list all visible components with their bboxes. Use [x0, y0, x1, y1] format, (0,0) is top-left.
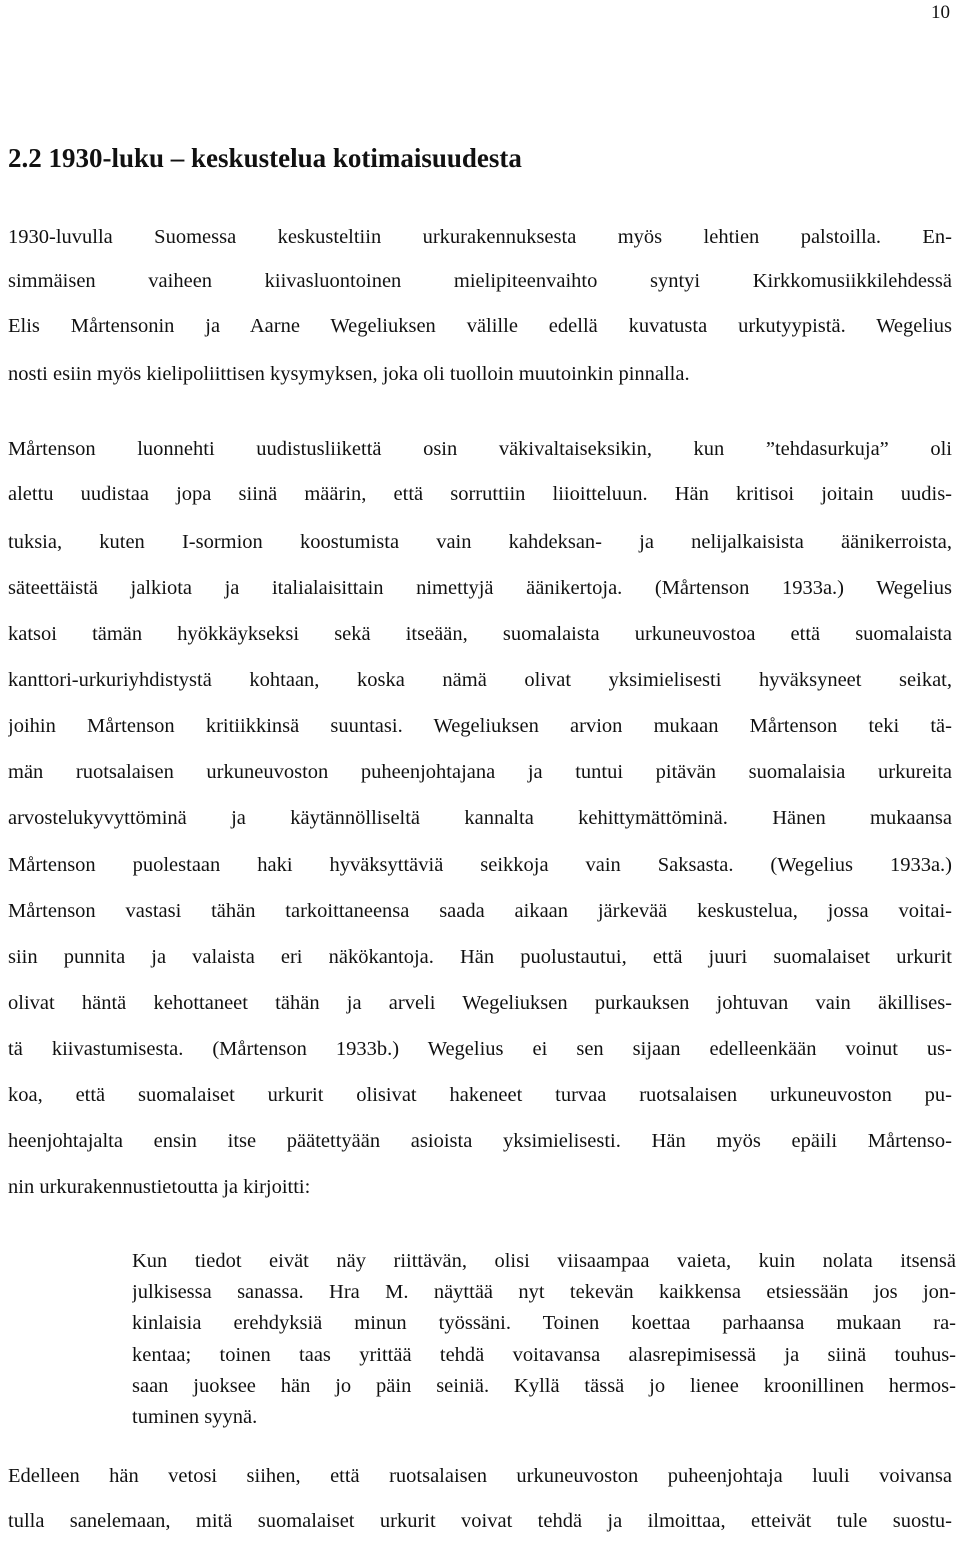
- text-line: Mårtenson vastasi tähän tarkoittaneensa saada aikaan järkevää keskustelua, jossa voitai-: [8, 900, 952, 922]
- quote-line: kinlaisia erehdyksiä minun työssäni. Toinen koettaa parhaansa mukaan ra-: [132, 1312, 956, 1334]
- text-line: heenjohtajalta ensin itse päätettyään asioista yksimielisesti. Hän myös epäili Mårtenso-: [8, 1130, 952, 1152]
- page-number: 10: [931, 2, 950, 23]
- text-line: säteettäistä jalkiota ja italialaisittain nimettyjä äänikertoja. (Mårtenson 1933a.) Wegelius: [8, 577, 952, 599]
- text-line: nin urkurakennustietoutta ja kirjoitti:: [8, 1176, 311, 1198]
- quote-line: julkisessa sanassa. Hra M. näyttää nyt tekevän kaikkensa etsiessään jos jon-: [132, 1281, 956, 1303]
- section-heading: 2.2 1930-luku – keskustelua kotimaisuudesta: [8, 143, 522, 173]
- text-line: Mårtenson luonnehti uudistusliikettä osin väkivaltaiseksikin, kun ”tehdasurkuja” oli: [8, 438, 952, 460]
- text-line: Mårtenson puolestaan haki hyväksyttäviä seikkoja vain Saksasta. (Wegelius 1933a.): [8, 854, 952, 876]
- text-line: tulla sanelemaan, mitä suomalaiset urkurit voivat tehdä ja ilmoittaa, etteivät tule suostu-: [8, 1510, 952, 1532]
- text-line: koa, että suomalaiset urkurit olisivat hakeneet turvaa ruotsalaisen urkuneuvoston pu-: [8, 1084, 952, 1106]
- text-line: arvostelukyvyttöminä ja käytännölliseltä kannalta kehittymättöminä. Hänen mukaansa: [8, 807, 952, 829]
- text-line: katsoi tämän hyökkäykseksi sekä itseään, suomalaista urkuneuvostoa että suomalaista: [8, 623, 952, 645]
- quote-line: saan juoksee hän jo päin seiniä. Kyllä tässä jo lienee kroonillinen hermos-: [132, 1375, 956, 1397]
- text-line: joihin Mårtenson kritiikkinsä suuntasi. Wegeliuksen arvion mukaan Mårtenson teki tä-: [8, 715, 952, 737]
- text-line: kanttori-urkuriyhdistystä kohtaan, koska nämä olivat yksimielisesti hyväksyneet seikat,: [8, 669, 952, 691]
- quote-line: Kun tiedot eivät näy riittävän, olisi viisaampaa vaieta, kuin nolata itsensä: [132, 1250, 956, 1272]
- quote-line: tuminen syynä.: [132, 1406, 258, 1428]
- text-line: män ruotsalaisen urkuneuvoston puheenjohtajana ja tuntui pitävän suomalaisia urkureita: [8, 761, 952, 783]
- text-line: Elis Mårtensonin ja Aarne Wegeliuksen välille edellä kuvatusta urkutyypistä. Wegelius: [8, 315, 952, 337]
- text-line: nosti esiin myös kielipoliittisen kysymyksen, joka oli tuolloin muutoinkin pinnalla.: [8, 363, 690, 385]
- text-line: tä kiivastumisesta. (Mårtenson 1933b.) Wegelius ei sen sijaan edelleenkään voinut us-: [8, 1038, 952, 1060]
- text-line: 1930-luvulla Suomessa keskusteltiin urkurakennuksesta myös lehtien palstoilla. En-: [8, 226, 952, 248]
- text-line: Edelleen hän vetosi siihen, että ruotsalaisen urkuneuvoston puheenjohtaja luuli voivansa: [8, 1465, 952, 1487]
- text-line: simmäisen vaiheen kiivasluontoinen mielipiteenvaihto syntyi Kirkkomusiikkilehdessä: [8, 270, 952, 292]
- text-line: alettu uudistaa jopa siinä määrin, että sorruttiin liioitteluun. Hän kritisoi joitain uudis-: [8, 483, 952, 505]
- text-line: tuksia, kuten I-sormion koostumista vain kahdeksan- ja nelijalkaisista äänikerroista,: [8, 531, 952, 553]
- text-line: siin punnita ja valaista eri näkökantoja. Hän puolustautui, että juuri suomalaiset urkurit: [8, 946, 952, 968]
- quote-line: kentaa; toinen taas yrittää tehdä voitavansa alasrepimisessä ja siinä touhus-: [132, 1344, 956, 1366]
- text-line: olivat häntä kehottaneet tähän ja arveli Wegeliuksen purkauksen johtuvan vain äkillises-: [8, 992, 952, 1014]
